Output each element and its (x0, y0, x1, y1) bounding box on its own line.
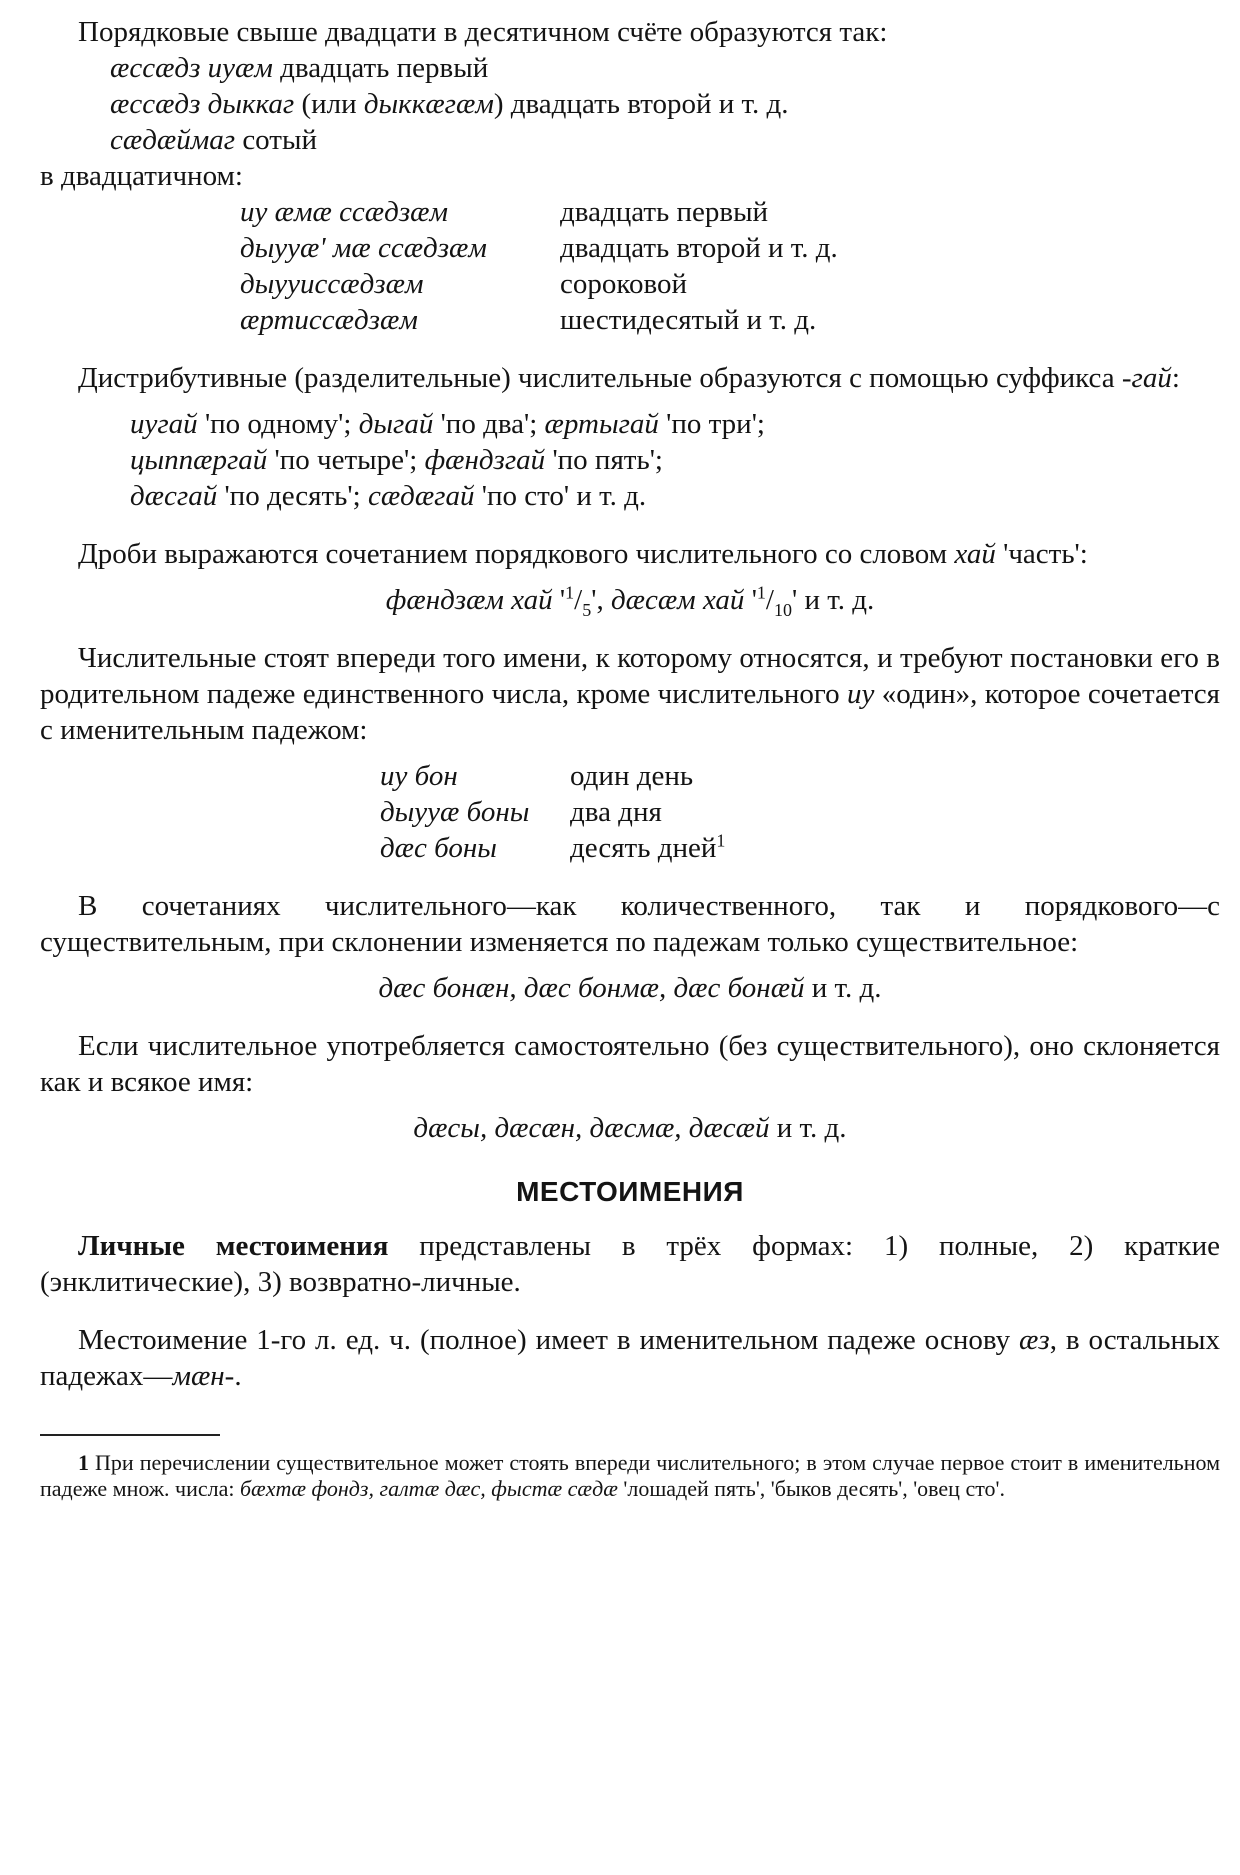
paragraph-first-person: Местоимение 1-го л. ед. ч. (полное) имеет в именительном падеже основу æз, в остальных падежах—мæн-. (40, 1324, 1220, 1392)
example-line: иугай 'по одному'; дыгай 'по два'; æртыгай 'по три'; (130, 408, 765, 440)
example-line: æссæдз дыккаг (или дыккæгæм) двадцать второй и т. д. (110, 88, 789, 120)
examples-decimal (110, 50, 1220, 158)
paragraph-distributive: Дистрибутивные (разделительные) числительные образуются с помощью суффикса -гай: (78, 362, 1180, 394)
paragraph-ordinals-decimal: Порядковые свыше двадцати в десятичном счёте образуются так: (78, 16, 888, 48)
example-independent: дæсы, дæсæн, дæсмæ, дæсæй и т. д. (413, 1112, 847, 1144)
table-vigesimal (240, 194, 838, 338)
paragraph-numeral-position: Числительные стоят впереди того имени, к которому относятся, и требуют постановки его в родительном падеже единственного числа, кроме числительного иу «один», которое сочетается с именительным падежом: (40, 642, 1220, 746)
section-heading: МЕСТОИМЕНИЯ (516, 1176, 744, 1207)
footnote: 1 При перечислении существительное может стоять впереди числительного; в этом случае первое стоит в именительном падеже множ. числа: бæхтæ фондз, галтæ дæс, фыстæ сæдæ 'лошадей пять', 'быков десять', 'овец сто'. (40, 1450, 1220, 1501)
paragraph-fractions: Дроби выражаются сочетанием порядкового числительного со словом хай 'часть': (78, 538, 1088, 570)
example-line: сæдæймаг сотый (110, 124, 317, 156)
example-line: цыппæргай 'по четыре'; фæндзгай 'по пять'; (130, 444, 663, 476)
paragraph-vigesimal-intro: в двадцатичном: (40, 160, 243, 192)
example-line: æссæдз иуæм двадцать первый (110, 52, 489, 84)
table-row: дыууæ боны два дня (380, 796, 662, 828)
table-row: дæс боны десять дней$^1$ (380, 830, 726, 864)
footnote-ref[interactable]: 1 (716, 830, 726, 851)
table-row: дыууæ' мæ ссæдзæм двадцать второй и т. д. (240, 232, 838, 264)
footnote-divider (40, 1434, 220, 1436)
table-numeral-noun (380, 758, 725, 866)
table-row: æртиссæдзæм шестидесятый и т. д. (240, 304, 817, 336)
paragraph-independent-numeral: Если числительное употребляется самостоятельно (без существительного), оно склоняется как и всякое имя: (40, 1030, 1220, 1098)
example-line: дæсгай 'по десять'; сæдæгай 'по сто' и т. д. (130, 480, 647, 512)
example-declension: дæс бонæн, дæс бонмæ, дæс бонæй и т. д. (378, 972, 882, 1004)
paragraph-personal-pronouns: Личные местоимения представлены в трёх формах: 1) полные, 2) краткие (энклитические), 3) возвратно-личные. (40, 1230, 1220, 1298)
table-row: иу бон один день (380, 760, 694, 792)
table-row: иу æмæ ссæдзæм двадцать первый (240, 196, 769, 228)
table-row: дыууиссæдзæм сороковой (240, 268, 688, 300)
paragraph-declension-nouns: В сочетаниях числительного—как количественного, так и порядкового—с существительным, при склонении изменяется по падежам только существительное: (40, 890, 1220, 958)
examples-distributive (130, 406, 1220, 514)
example-fractions: фæндзæм хай '$^1/_5$', дæсæм хай '$^1/_{10}$' и т. д. (385, 582, 875, 620)
